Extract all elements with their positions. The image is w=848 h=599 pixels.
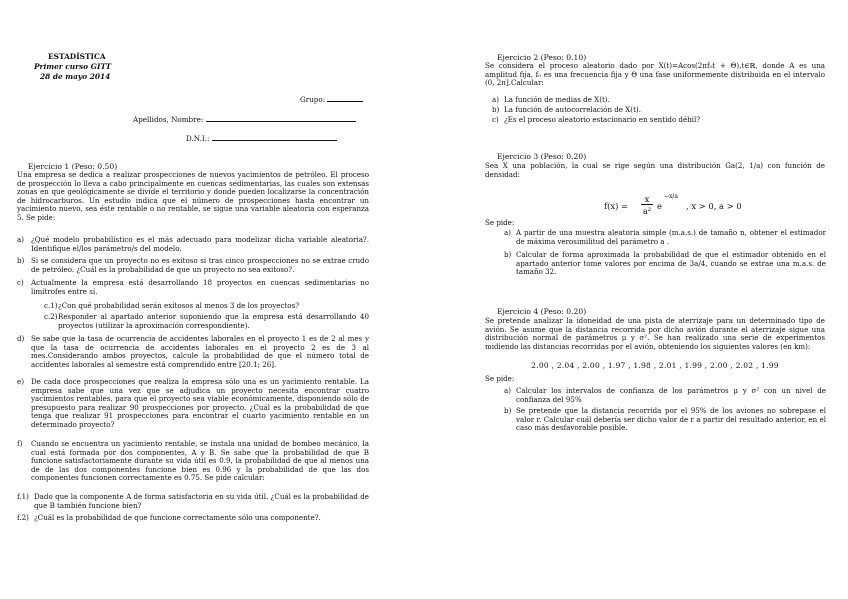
course-heading: Primer curso GITT — [34, 62, 112, 71]
ex1-item-c — [17, 279, 369, 296]
ex4-title: Ejercicio 4 (Peso: 0.20) — [497, 307, 587, 316]
item-text: ¿Con qué probabilidad serán exitosos al menos 3 de los proyectos? — [58, 301, 300, 310]
ex3-intro: Sea X una población, la cual se rige según una distribución Ga(2, 1/a) con función de densidad: — [485, 161, 825, 179]
item-key: a) — [492, 95, 499, 104]
item-key: a) — [504, 386, 511, 395]
ex3-pide: Se pide: — [485, 218, 515, 227]
ex4-intro: Se pretende analizar la idoneidad de una pista de aterrizaje para un determinado tipo de avión. Se asume que la distancia recorrida por dicho avión durante el aterrizaje sigue una distribución normal de parámetros μ y σ². Se han realizado una serie de experimentos midiendo las distancias recorridas por el avión, obteniendo los siguientes valores (en km): — [485, 316, 825, 351]
ex4-item-a — [504, 387, 826, 404]
item-text: De cada doce prospecciones que realiza la empresa sólo una es un yacimiento rentable. La empresa sabe que una vez que se adjudica un proyecto necesita encontrar cuatro yacimientos rentables, para que el proyecto sea viable económicamente, disponiendo sólo de presupuesto para realizar 90 prospecciones por proyecto. ¿Cuál es la probabilidad de que tenga que realizar 91 prospecciones para encontrar el cuarto yacimiento rentable en un determinado proyecto? — [31, 377, 369, 429]
ex2-item-a — [492, 96, 822, 105]
item-key: f.2) — [17, 513, 29, 522]
item-text: Cuando se encuentra un yacimiento rentable, se instala una unidad de bombeo mecánico, la cual está formada por dos componentes, A y B. Se sabe que la probabilidad de que B funcione satisfactoriamente durante su vida útil es 0.9, la probabilidad de que al menos una de de las dos componentes funcione bien es 0.96 y la probabilidad de que las dos componentes funcionen correctamente es 0.75. Se pide calcular: — [31, 439, 369, 483]
item-key: c) — [17, 278, 24, 287]
item-key: c.1) — [44, 301, 58, 310]
ex3-item-a — [504, 229, 826, 246]
formula-lhs: f(x) = — [604, 201, 629, 211]
fraction-bar — [641, 204, 653, 205]
ex3-title: Ejercicio 3 (Peso: 0.20) — [497, 152, 587, 161]
item-text: A partir de una muestra aleatoria simple (m.a.s.) de tamaño n, obtener el estimador de máxima verosimilitud del parámetro a . — [516, 228, 826, 246]
formula-condition: , x > 0, a > 0 — [686, 201, 742, 211]
ex2-title: Ejercicio 2 (Peso: 0.10) — [497, 53, 587, 62]
item-text: Se pretende que la distancia recorrida por el 95% de los aviones no sobrepase el valor r. Calcular cuál debería ser dicho valor de r a partir del resultado anterior, en el caso más desfavorable posible. — [516, 406, 826, 433]
item-text: La función de autocorrelación de X(t). — [504, 105, 641, 114]
ex1-item-c1 — [44, 302, 369, 311]
item-key: f) — [17, 439, 23, 448]
item-key: b) — [504, 406, 512, 415]
formula-denominator: a² — [642, 206, 652, 216]
item-key: e) — [17, 377, 24, 386]
ex1-item-c2 — [44, 313, 369, 330]
date-heading: 28 de mayo 2014 — [40, 72, 111, 81]
name-label: Apellidos, Nombre: — [133, 115, 204, 124]
dni-label: D.N.I.: — [186, 134, 210, 143]
item-text: Si se considera que un proyecto no es exitoso si tras cinco prospecciones no se extrae crudo de petróleo. ¿Cuál es la probabilidad de que un proyecto no sea exitoso?. — [31, 256, 369, 274]
item-text: Responder al apartado anterior suponiendo que la empresa está desarrollando 40 proyectos (utilizar la aproximación correspondiente). — [58, 312, 369, 330]
item-key: a) — [504, 228, 511, 237]
group-label: Grupo: — [300, 95, 326, 104]
group-blank[interactable] — [327, 101, 363, 102]
item-text: ¿Cuál es la probabilidad de que funcione correctamente sólo una componente?. — [34, 513, 321, 522]
ex1-title: Ejercicio 1 (Peso: 0.50) — [28, 162, 118, 171]
item-text: Dado que la componente A de forma satisfactoria en su vida útil. ¿Cuál es la probabilidad de que B también funcione bien? — [34, 492, 369, 510]
item-text: La función de medias de X(t). — [504, 95, 610, 104]
ex1-item-b — [17, 257, 369, 274]
formula-numerator: x — [644, 194, 650, 204]
item-text: ¿Es el proceso aleatorio estacionario en sentido débil? — [504, 115, 701, 124]
ex1-item-e — [17, 378, 369, 430]
ex4-pide: Se pide: — [485, 374, 515, 383]
ex1-item-f2 — [17, 514, 369, 523]
item-key: c.2) — [44, 312, 58, 321]
ex1-item-f1 — [17, 493, 369, 510]
item-key: b) — [504, 250, 512, 259]
ex1-item-a — [17, 236, 369, 253]
distance-data: 2.00 , 2.04 , 2.00 , 1.97 , 1.98 , 2.01 , 1.99 , 2.00 , 2.02 , 1.99 — [531, 361, 779, 370]
item-text: Se sabe que la tasa de ocurrencia de accidentes laborales en el proyecto 1 es de 2 al mes y que la tasa de ocurrencia de accidentes laborales en el proyecto 2 es de 3 al mes.Considerando ambos proyectos, calcule la probabilidad de que el número total de accidentes laborales al semestre está comprendido entre [20.1; 26]. — [31, 334, 369, 369]
ex1-item-d — [17, 335, 369, 369]
item-text: Actualmente la empresa está desarrollando 18 proyectos en cuencas sedimentarias no limítrofes entre sí. — [31, 278, 369, 296]
item-key: a) — [17, 235, 24, 244]
right-page — [424, 0, 848, 599]
item-key: d) — [17, 334, 25, 343]
name-blank[interactable] — [206, 121, 356, 122]
name-field[interactable] — [133, 115, 356, 124]
item-key: f.1) — [17, 492, 29, 501]
formula-exp: e — [657, 201, 662, 211]
ex2-intro: Se considera el proceso aleatorio dado por X(t)=Acos(2πf₀t + Θ),t∈ℝ, donde A es una amplitud fija, f₀ es una frecuencia fija y Θ una fase uniformemente distribuida en el intervalo (0, 2π].Calcular: — [485, 61, 825, 88]
dni-blank[interactable] — [212, 140, 337, 141]
item-key: b) — [17, 256, 25, 265]
group-field[interactable] — [300, 95, 363, 104]
ex4-item-b — [504, 407, 826, 433]
formula-exponent: −x/a — [664, 193, 679, 200]
item-text: Calcular los intervalos de confianza de los parámetros μ y σ² con un nivel de confianza del 95% — [516, 386, 826, 404]
item-text: ¿Qué modelo probabilístico es el más adecuado para modelizar dicha variable aleatoria?. Identifique el/los parámetro/s del modelo. — [31, 235, 369, 253]
item-key: c) — [492, 115, 499, 124]
ex2-item-b — [492, 106, 822, 115]
ex1-item-f — [17, 440, 369, 483]
item-key: b) — [492, 105, 500, 114]
ex2-item-c — [492, 116, 822, 125]
ex3-item-b — [504, 251, 826, 277]
density-formula — [604, 190, 774, 220]
dni-field[interactable] — [186, 134, 337, 143]
subject-heading: ESTADÍSTICA — [48, 52, 106, 61]
item-text: Calcular de forma aproximada la probabilidad de que el estimador obtenido en el apartado anterior tome valores por encima de 3a/4, cuando se extrae una m.a.s. de tamaño 32. — [516, 250, 826, 277]
ex1-intro: Una empresa se dedica a realizar prospecciones de nuevos yacimientos de petróleo. El proceso de prospección lo lleva a cabo principalmente en cuencas sedimentarias, las cuales son extensas zonas en que geológicamente se divide el territorio y donde pueden localizarse la concentración de hidrocarburos. Un estudio indica que el número de prospecciones hasta encontrar un yacimiento nuevo, sea éste rentable o no rentable, se sigue una variable aleatoria con esperanza 5. Se pide: — [17, 170, 369, 222]
